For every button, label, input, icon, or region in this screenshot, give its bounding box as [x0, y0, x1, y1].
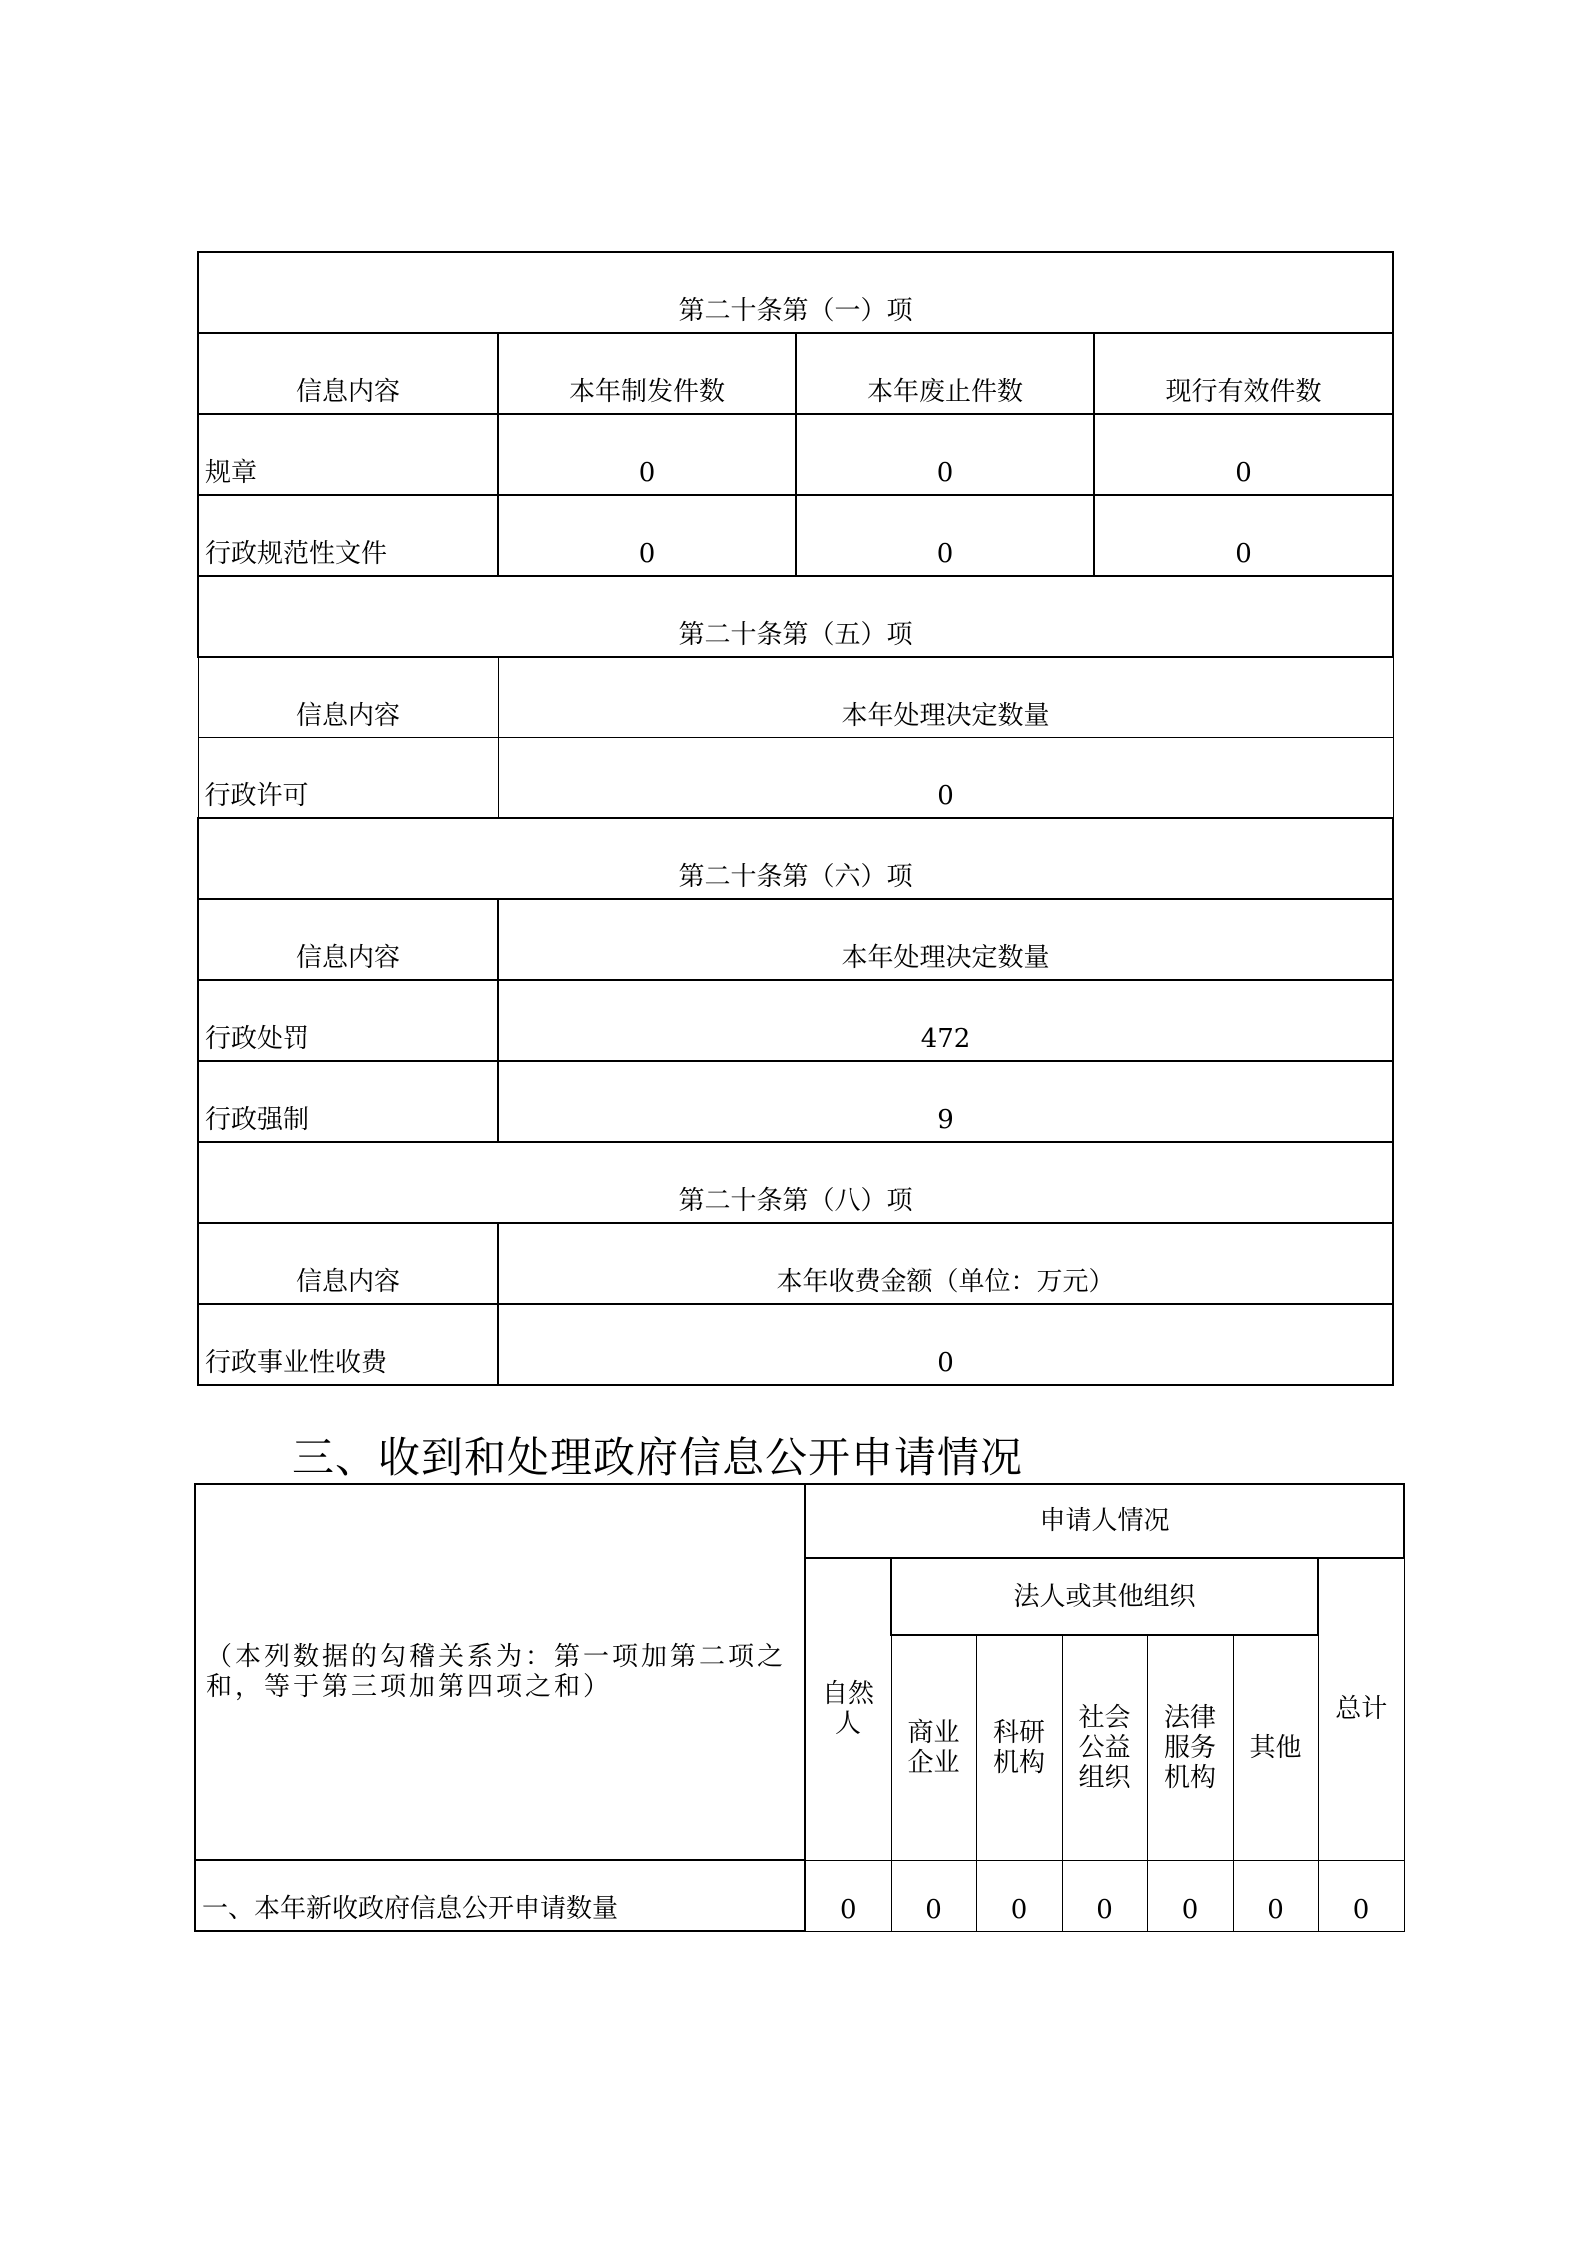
org-type-business: 商业 企业 [891, 1635, 976, 1860]
cell-abolished: 0 [796, 495, 1094, 576]
section-title-20-8: 第二十条第（八）项 [198, 1142, 1393, 1223]
section-heading: 三、收到和处理政府信息公开申请情况 [292, 1433, 1024, 1482]
table-row [198, 495, 1393, 576]
org-type-other: 其他 [1233, 1635, 1318, 1860]
org-type-public-welfare: 社会 公益 组织 [1062, 1635, 1147, 1860]
header-row [198, 1223, 1393, 1304]
note-line-2: 和，等于第三项加第四项之和） [206, 1672, 613, 1702]
note-line-1: （本列数据的勾稽关系为：第一项加第二项之 [206, 1642, 787, 1672]
cell-business: 0 [891, 1860, 976, 1931]
header-info-content: 信息内容 [198, 899, 498, 980]
section-title-row [198, 252, 1393, 333]
applicant-header: 申请人情况 [805, 1484, 1404, 1558]
cell-in-force: 0 [1094, 495, 1393, 576]
header-decisions: 本年处理决定数量 [498, 899, 1393, 980]
cell-issued: 0 [498, 495, 796, 576]
table-row [198, 414, 1393, 495]
cell-other: 0 [1233, 1860, 1318, 1931]
table-row [198, 1304, 1393, 1385]
natural-person-header: 自然 人 [805, 1558, 891, 1860]
row-label: 规章 [198, 414, 498, 495]
row-label: 行政规范性文件 [198, 495, 498, 576]
header-fee-amount: 本年收费金额（单位：万元） [498, 1223, 1393, 1304]
header-row [198, 899, 1393, 980]
cell-value: 0 [498, 738, 1393, 819]
section-title-row [198, 818, 1393, 899]
table-row [198, 980, 1393, 1061]
header-row-1 [195, 1484, 1404, 1558]
row-label: 一、本年新收政府信息公开申请数量 [195, 1860, 805, 1931]
row-label: 行政强制 [198, 1061, 498, 1142]
cell-natural-person: 0 [805, 1860, 891, 1931]
section-title-20-1: 第二十条第（一）项 [198, 252, 1393, 333]
header-info-content: 信息内容 [198, 1223, 498, 1304]
cell-total: 0 [1318, 1860, 1404, 1931]
consistency-note [195, 1484, 805, 1860]
table-row [198, 738, 1393, 819]
legal-org-header: 法人或其他组织 [891, 1558, 1318, 1635]
header-abolished: 本年废止件数 [796, 333, 1094, 414]
disclosure-table-article-20 [197, 251, 1394, 1386]
cell-value: 472 [498, 980, 1393, 1061]
cell-legal-service: 0 [1147, 1860, 1233, 1931]
cell-value: 0 [498, 1304, 1393, 1385]
header-info-content: 信息内容 [198, 657, 498, 738]
cell-in-force: 0 [1094, 414, 1393, 495]
table-row [198, 1061, 1393, 1142]
application-table [194, 1483, 1405, 1932]
header-info-content: 信息内容 [198, 333, 498, 414]
section-title-20-5: 第二十条第（五）项 [198, 576, 1393, 657]
header-row [198, 333, 1393, 414]
cell-public-welfare: 0 [1062, 1860, 1147, 1931]
header-in-force: 现行有效件数 [1094, 333, 1393, 414]
table-row [195, 1860, 1404, 1931]
section-title-20-6: 第二十条第（六）项 [198, 818, 1393, 899]
total-header: 总计 [1318, 1558, 1404, 1860]
section-title-row [198, 1142, 1393, 1223]
row-label: 行政许可 [198, 738, 498, 819]
cell-research: 0 [976, 1860, 1062, 1931]
org-type-legal-service: 法律 服务 机构 [1147, 1635, 1233, 1860]
header-issued: 本年制发件数 [498, 333, 796, 414]
header-row [198, 657, 1393, 738]
row-label: 行政事业性收费 [198, 1304, 498, 1385]
cell-abolished: 0 [796, 414, 1094, 495]
org-type-research: 科研 机构 [976, 1635, 1062, 1860]
header-decisions: 本年处理决定数量 [498, 657, 1393, 738]
cell-issued: 0 [498, 414, 796, 495]
section-title-row [198, 576, 1393, 657]
row-label: 行政处罚 [198, 980, 498, 1061]
cell-value: 9 [498, 1061, 1393, 1142]
